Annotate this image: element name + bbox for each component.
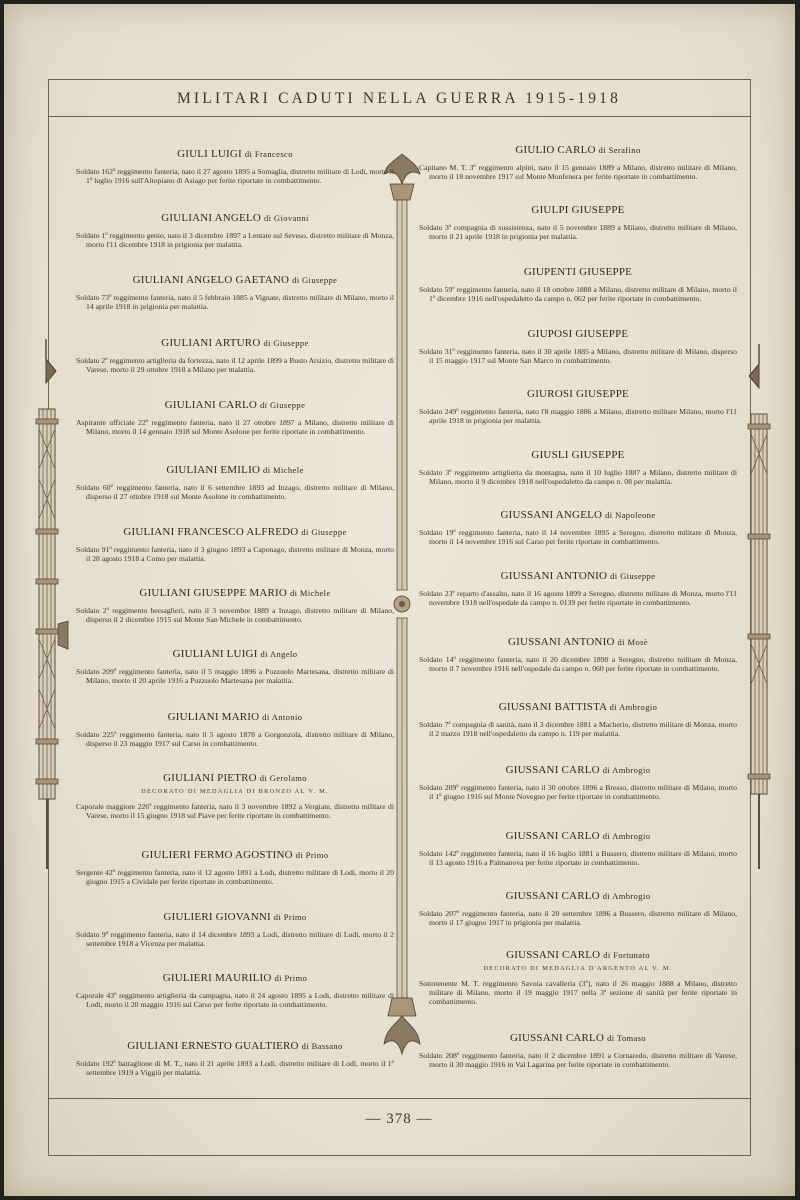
entry-text: Soldato 19º reggimento fanteria, nato il 14 novembre 1895 a Seregno, distretto militare di Monza, morto il 14 novembre 1916 sul Carso per ferite riportate in combattimento. bbox=[419, 528, 737, 546]
fasces-right-icon bbox=[739, 344, 779, 874]
entry-text: Soldato 60º reggimento fanteria, nato il 6 settembre 1893 ad Inzago, distretto militare di Milano, disperso il 27 ottobre 1918 sul Monte Asolone in combattimento. bbox=[76, 483, 394, 501]
entry-name: GIULIANI PIETRO di Gerolamo bbox=[163, 772, 307, 784]
page-title: MILITARI CADUTI NELLA GUERRA 1915-1918 bbox=[176, 90, 622, 107]
fasces-left-icon bbox=[30, 339, 70, 879]
entry-name: GIULIANI ANGELO GAETANO di Giuseppe bbox=[132, 274, 338, 286]
entry-name: GIULI LUIGI di Francesco bbox=[177, 148, 293, 160]
decoration-note: DECORATO DI MEDAGLIA DI BRONZO AL V. M. bbox=[141, 788, 329, 795]
entry-name: GIUPOSI GIUSEPPE bbox=[527, 328, 629, 340]
entry bbox=[76, 526, 394, 563]
entry-name: GIUSSANI BATTISTA di Ambrogio bbox=[498, 701, 658, 713]
entry bbox=[419, 701, 737, 738]
entry bbox=[419, 388, 737, 425]
entry-name: GIUSSANI CARLO di Tomaso bbox=[509, 1032, 647, 1044]
entry bbox=[419, 449, 737, 486]
entry-text: Soldato 9º reggimento fanteria, nato il 14 dicembre 1893 a Lodi, distretto militare di Lodi, morto il 2 settembre 1918 a Vicenza per malattia. bbox=[76, 930, 394, 948]
entry bbox=[76, 337, 394, 374]
entry bbox=[76, 911, 394, 948]
entry-text: Soldato 192º battaglione di M. T., nato il 21 aprile 1893 a Lodi, distretto militare di Lodi, morto il 1º settembre 1919 a Viggiù per malattia. bbox=[76, 1059, 394, 1077]
entry-text: Soldato 59º reggimento fanteria, nato il 18 ottobre 1888 a Milano, distretto militare di Milano, morto il 1º dicembre 1916 nell'ospedaletto da campo n. 062 per ferite riportate in combattimento. bbox=[419, 285, 737, 303]
top-border bbox=[48, 79, 750, 80]
entry bbox=[419, 144, 737, 181]
entry-text: Soldato 3º reggimento artiglieria da montagna, nato il 10 luglio 1887 a Milano, distretto militare di Milano, morto il 9 dicembre 1918 nell'ospedaletto da campo n. 08 per malattia. bbox=[419, 468, 737, 486]
entry bbox=[76, 972, 394, 1009]
entry-text: Soldato 91º reggimento fanteria, nato il 3 giugno 1893 a Caponago, distretto militare di Monza, morto il 28 agosto 1918 a Como per malattia. bbox=[76, 545, 394, 563]
entry-text: Soldato 14º reggimento fanteria, nato il 20 dicembre 1890 a Seregno, distretto militare di Monza, morto il 7 novembre 1916 nell'ospedale da campo n. 060 per ferite riportate in combattimento. bbox=[419, 655, 737, 673]
entry bbox=[419, 509, 737, 546]
entry-name: GIULIANI ARTURO di Giuseppe bbox=[161, 337, 309, 349]
entry-text: Caporale maggiore 226º reggimento fanteria, nato il 3 novembre 1892 a Vergiate, distretto militare di Varese, morto il 15 giugno 1918 sul Piave per ferite riportate in combattimento. bbox=[76, 802, 394, 820]
entry-text: Caporale 43º reggimento artiglieria da campagna, nato il 24 agosto 1895 a Lodi, distretto militare di Lodi, morto il 20 maggio 1916 sul Carso per ferite riportate in combattimento. bbox=[76, 991, 394, 1009]
entry-name: GIULIANI ANGELO di Giovanni bbox=[161, 212, 309, 224]
entry bbox=[419, 266, 737, 303]
entry-name: GIUPENTI GIUSEPPE bbox=[523, 266, 633, 278]
entry-name: GIULIERI GIOVANNI di Primo bbox=[163, 911, 307, 923]
entry-name: GIUSLI GIUSEPPE bbox=[531, 449, 625, 461]
page-number: — 378 — bbox=[365, 1111, 433, 1127]
entry-text: Soldato 225º reggimento fanteria, nato il 5 agosto 1878 a Gorgonzola, distretto militare di Milano, disperso il 23 maggio 1917 sul Carso in combattimento. bbox=[76, 730, 394, 748]
page bbox=[4, 4, 795, 1196]
entry-name: GIUSSANI ANTONIO di Mosè bbox=[508, 636, 648, 648]
entry-name: GIUSSANI CARLO di Ambrogio bbox=[505, 830, 651, 842]
entry-text: Aspirante ufficiale 22º reggimento fanteria, nato il 27 ottobre 1897 a Milano, distretto militare di Milano, morto il 14 gennaio 1918 sul Monte Asolone per ferite riportate in combattimento. bbox=[76, 418, 394, 436]
entry-text: Soldato 209º reggimento fanteria, nato il 30 ottobre 1896 a Bresso, distretto militare di Milano, morto il 1º giugno 1916 sul Monte Novegno per ferite riportate in combattimento. bbox=[419, 783, 737, 801]
entry-text: Soldato 162º reggimento fanteria, nato il 27 agosto 1895 a Somaglia, distretto militare di Lodi, morto il 1º luglio 1916 sull'Altopiano di Asiago per ferite riportate in combattimento. bbox=[76, 167, 394, 185]
entry bbox=[419, 949, 737, 1006]
entry-text: Soldato 142º reggimento fanteria, nato il 16 luglio 1881 a Bussero, distretto militare di Milano, morto il 13 agosto 1916 a Palmanova per ferite riportate in combattimento. bbox=[419, 849, 737, 867]
entry-text: Soldato 23º reparto d'assalto, nato il 16 agosto 1899 a Seregno, distretto militare di Monza, morto l'11 novembre 1918 nell'ospedale da campo n. 0139 per ferite riportate in combattimento. bbox=[419, 589, 737, 607]
entry-name: GIULIERI FERMO AGOSTINO di Primo bbox=[141, 849, 329, 861]
entry bbox=[76, 399, 394, 436]
entry-name: GIUSSANI CARLO di Ambrogio bbox=[505, 764, 651, 776]
entry-text: Capitano M. T. 3º reggimento alpini, nato il 15 gennaio 1889 a Milano, distretto militare di Milano, morto il 18 novembre 1917 sul Monte Monfenera per ferite riportate in combattimento. bbox=[419, 163, 737, 181]
entry-text: Soldato 7ª compagnia di sanità, nato il 3 dicembre 1881 a Macherio, distretto militare di Monza, morto il 2 marzo 1918 nell'ospedaletto da campo n. 119 per malattia. bbox=[419, 720, 737, 738]
entry-text: Soldato 249º reggimento fanteria, nato l'8 maggio 1886 a Milano, distretto militare Milano, morto l'11 aprile 1918 in prigionia per malattia. bbox=[419, 407, 737, 425]
entry-text: Soldato 1º reggimento genio, nato il 3 dicembre 1897 a Lentate sul Seveso, distretto militare di Monza, morto l'11 dicembre 1918 in prigionia per malattia. bbox=[76, 231, 394, 249]
entry-text: Soldato 2º reggimento artiglieria da fortezza, nato il 12 aprile 1899 a Busto Arsizio, distretto militare di Varese, morto il 29 ottobre 1918 a Milano per malattia. bbox=[76, 356, 394, 374]
entry bbox=[419, 764, 737, 801]
title-rule bbox=[48, 116, 750, 117]
entry bbox=[419, 328, 737, 365]
entry-name: GIULIANI LUIGI di Angelo bbox=[172, 648, 298, 660]
entry-text: Soldato 209º reggimento fanteria, nato il 5 maggio 1896 a Pozzuolo Martesana, distretto militare di Milano, morto il 20 aprile 1916 a Pozzuolo Martesana per malattia. bbox=[76, 667, 394, 685]
entry-name: GIUSSANI ANGELO di Napoleone bbox=[500, 509, 656, 521]
entry bbox=[76, 849, 394, 886]
bottom-border bbox=[48, 1155, 750, 1156]
entry bbox=[76, 148, 394, 185]
decoration-note: DECORATO DI MEDAGLIA D'ARGENTO AL V. M. bbox=[483, 965, 673, 972]
entry-name: GIULIERI MAURILIO di Primo bbox=[162, 972, 308, 984]
entry-text: Sergente 42º reggimento fanteria, nato il 12 agosto 1891 a Lodi, distretto militare di Lodi, morto il 20 giugno 1915 a Cividale per ferite riportate in combattimento. bbox=[76, 868, 394, 886]
entry bbox=[419, 830, 737, 867]
entry-text: Soldato 2º reggimento bersaglieri, nato il 3 novembre 1889 a Inzago, distretto militare di Milano, disperso il 2 dicembre 1915 sul Monte San Michele in combattimento. bbox=[76, 606, 394, 624]
entry bbox=[76, 587, 394, 624]
entry-name: GIULPI GIUSEPPE bbox=[531, 204, 625, 216]
entry-text: Sottotenente M. T. reggimento Savoia cavalleria (3º), nato il 26 maggio 1888 a Milano, distretto militare di Milano, morto il 19 maggio 1917 nella 3ª sezione di sanità per ferite riportate in combattimento. bbox=[419, 979, 737, 1006]
footer-rule bbox=[48, 1098, 750, 1099]
entry-name: GIUSSANI ANTONIO di Giuseppe bbox=[500, 570, 656, 582]
entry bbox=[419, 890, 737, 927]
entry bbox=[76, 711, 394, 748]
entry bbox=[419, 204, 737, 241]
entry-name: GIULIANI GIUSEPPE MARIO di Michele bbox=[139, 587, 331, 599]
entry bbox=[76, 274, 394, 311]
entry-text: Soldato 207º reggimento fanteria, nato il 20 settembre 1896 a Bussero, distretto militare di Milano, morto il 17 giugno 1917 in prigionia per malattia. bbox=[419, 909, 737, 927]
entry-name: GIULIANI EMILIO di Michele bbox=[166, 464, 304, 476]
entry bbox=[76, 772, 394, 820]
entry bbox=[76, 1040, 394, 1077]
entry-text: Soldato 73º reggimento fanteria, nato il 5 febbraio 1885 a Vignate, distretto militare di Milano, morto il 14 aprile 1918 in prigionia per malattia. bbox=[76, 293, 394, 311]
entry-text: Soldato 208º reggimento fanteria, nato il 2 dicembre 1891 a Cornaredo, distretto militare di Varese, morto il 30 maggio 1916 in Val Lagarina per ferite riportate in combattimento. bbox=[419, 1051, 737, 1069]
entry-name: GIULIANI FRANCESCO ALFREDO di Giuseppe bbox=[123, 526, 347, 538]
entry-name: GIULIANI MARIO di Antonio bbox=[167, 711, 303, 723]
entry bbox=[419, 570, 737, 607]
entry-name: GIULIANI CARLO di Giuseppe bbox=[164, 399, 306, 411]
entry-name: GIULIANI ERNESTO GUALTIERO di Bassano bbox=[127, 1040, 343, 1052]
entry-name: GIUSSANI CARLO di Ambrogio bbox=[505, 890, 651, 902]
entry-text: Soldato 3ª compagnia di sussistenza, nato il 5 novembre 1889 a Milano, distretto militare di Milano, morto il 21 aprile 1918 in prigionia per malattia. bbox=[419, 223, 737, 241]
entry bbox=[76, 464, 394, 501]
entry bbox=[419, 636, 737, 673]
entry bbox=[76, 212, 394, 249]
entry bbox=[419, 1032, 737, 1069]
entry-name: GIULIO CARLO di Serafino bbox=[515, 144, 641, 156]
entry-text: Soldato 31º reggimento fanteria, nato il 30 aprile 1885 a Milano, distretto militare di Milano, disperso il 15 maggio 1917 sul Monte San Marco in combattimento. bbox=[419, 347, 737, 365]
entry-name: GIUROSI GIUSEPPE bbox=[527, 388, 629, 400]
entry-name: GIUSSANI CARLO di Fortunato bbox=[506, 949, 650, 961]
entry bbox=[76, 648, 394, 685]
